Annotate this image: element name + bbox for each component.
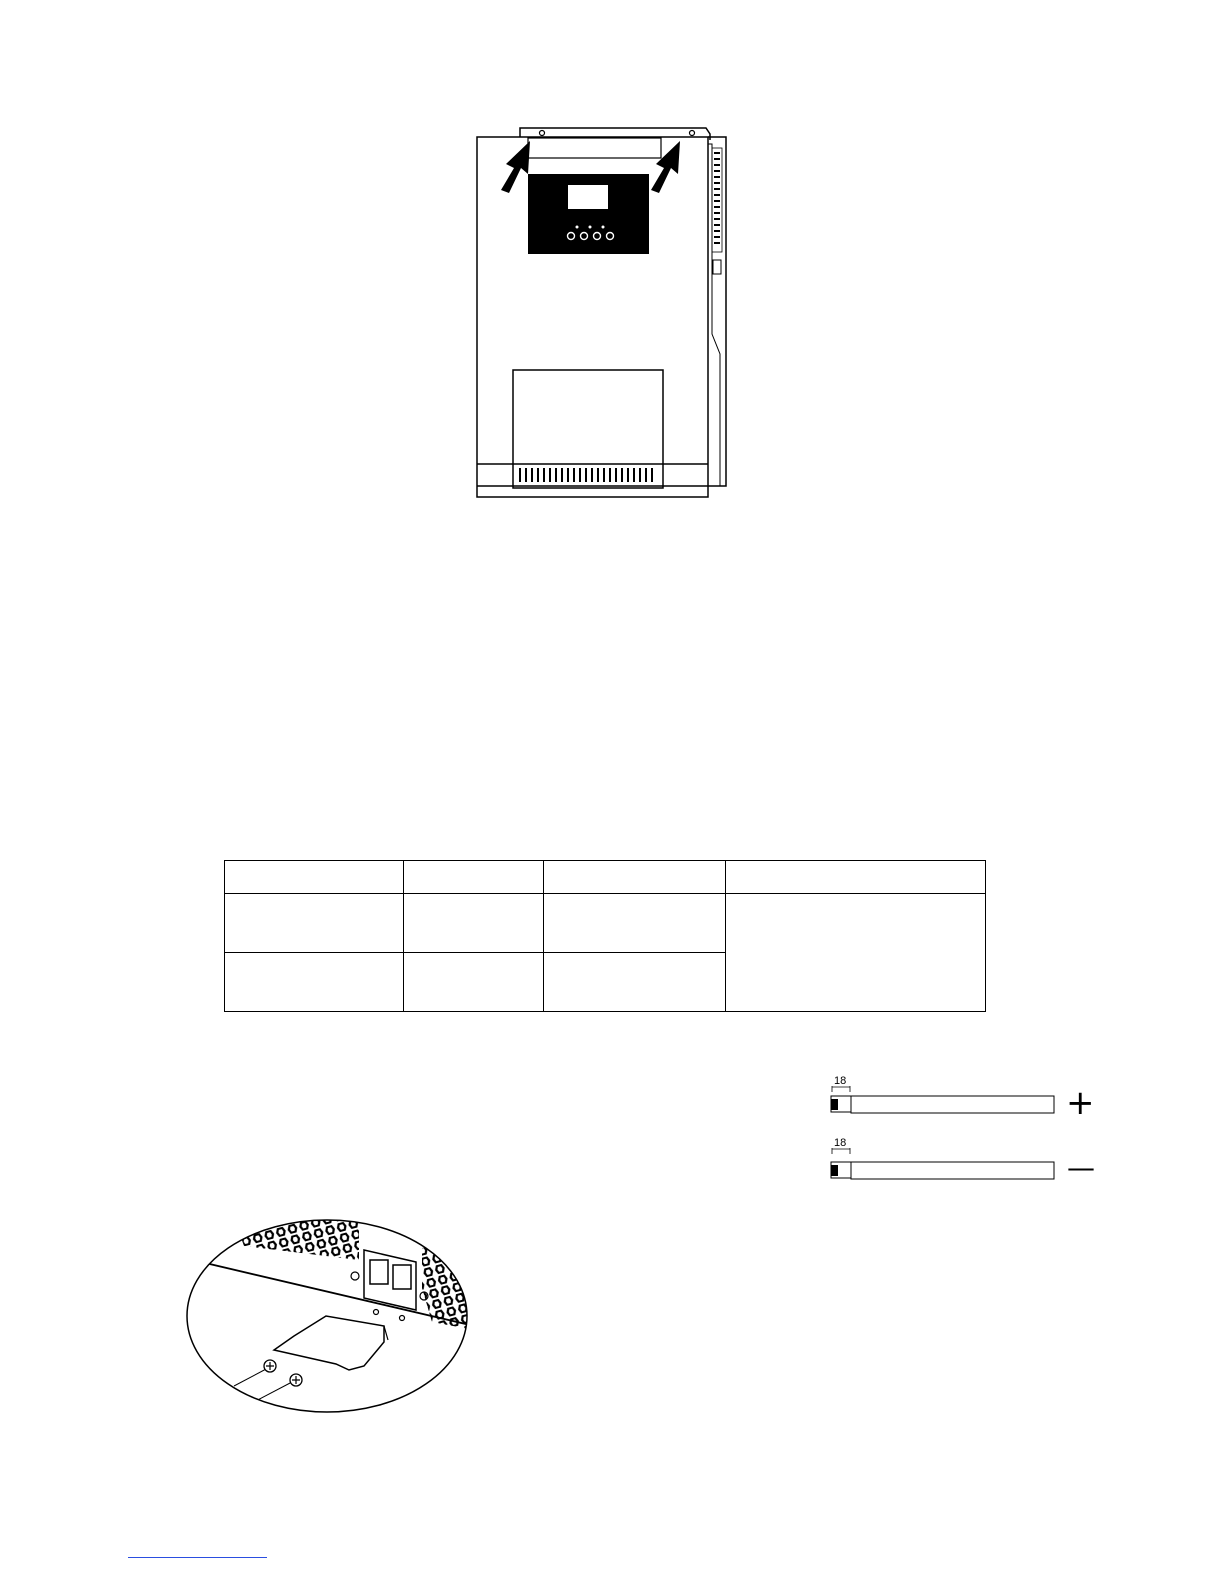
table-cell bbox=[404, 894, 544, 953]
cover-plate-detail-figure bbox=[184, 1218, 474, 1418]
positive-cable bbox=[831, 1075, 1095, 1123]
cable-spec-table bbox=[224, 860, 986, 1012]
positive-symbol: + bbox=[1066, 1083, 1095, 1123]
port-1 bbox=[370, 1260, 388, 1284]
footer-link-underline bbox=[128, 1557, 267, 1558]
strip-length-label-negative: 18 bbox=[834, 1137, 847, 1149]
bracket-hole-left bbox=[540, 131, 545, 136]
inverter-mounting-figure bbox=[470, 124, 732, 502]
table-header-cell bbox=[726, 861, 986, 894]
table-cell bbox=[225, 894, 404, 953]
port-2 bbox=[393, 1265, 411, 1289]
table-cell bbox=[225, 953, 404, 1012]
negative-cable bbox=[831, 1137, 1095, 1184]
table-cell-merged bbox=[726, 894, 986, 1012]
negative-symbol: — bbox=[1067, 1151, 1095, 1184]
table-header-row bbox=[225, 861, 986, 894]
table-cell bbox=[404, 953, 544, 1012]
table-cell bbox=[544, 894, 726, 953]
strip-length-label-positive: 18 bbox=[834, 1075, 847, 1087]
cable-strip-diagram bbox=[826, 1070, 1096, 1186]
table-row bbox=[225, 894, 986, 953]
table-cell bbox=[544, 953, 726, 1012]
bracket-hole-right bbox=[690, 131, 695, 136]
lcd-screen bbox=[568, 185, 608, 209]
table-header-cell bbox=[404, 861, 544, 894]
table-header-cell bbox=[225, 861, 404, 894]
side-port bbox=[713, 260, 721, 274]
side-vents bbox=[712, 148, 722, 252]
table-header-cell bbox=[544, 861, 726, 894]
